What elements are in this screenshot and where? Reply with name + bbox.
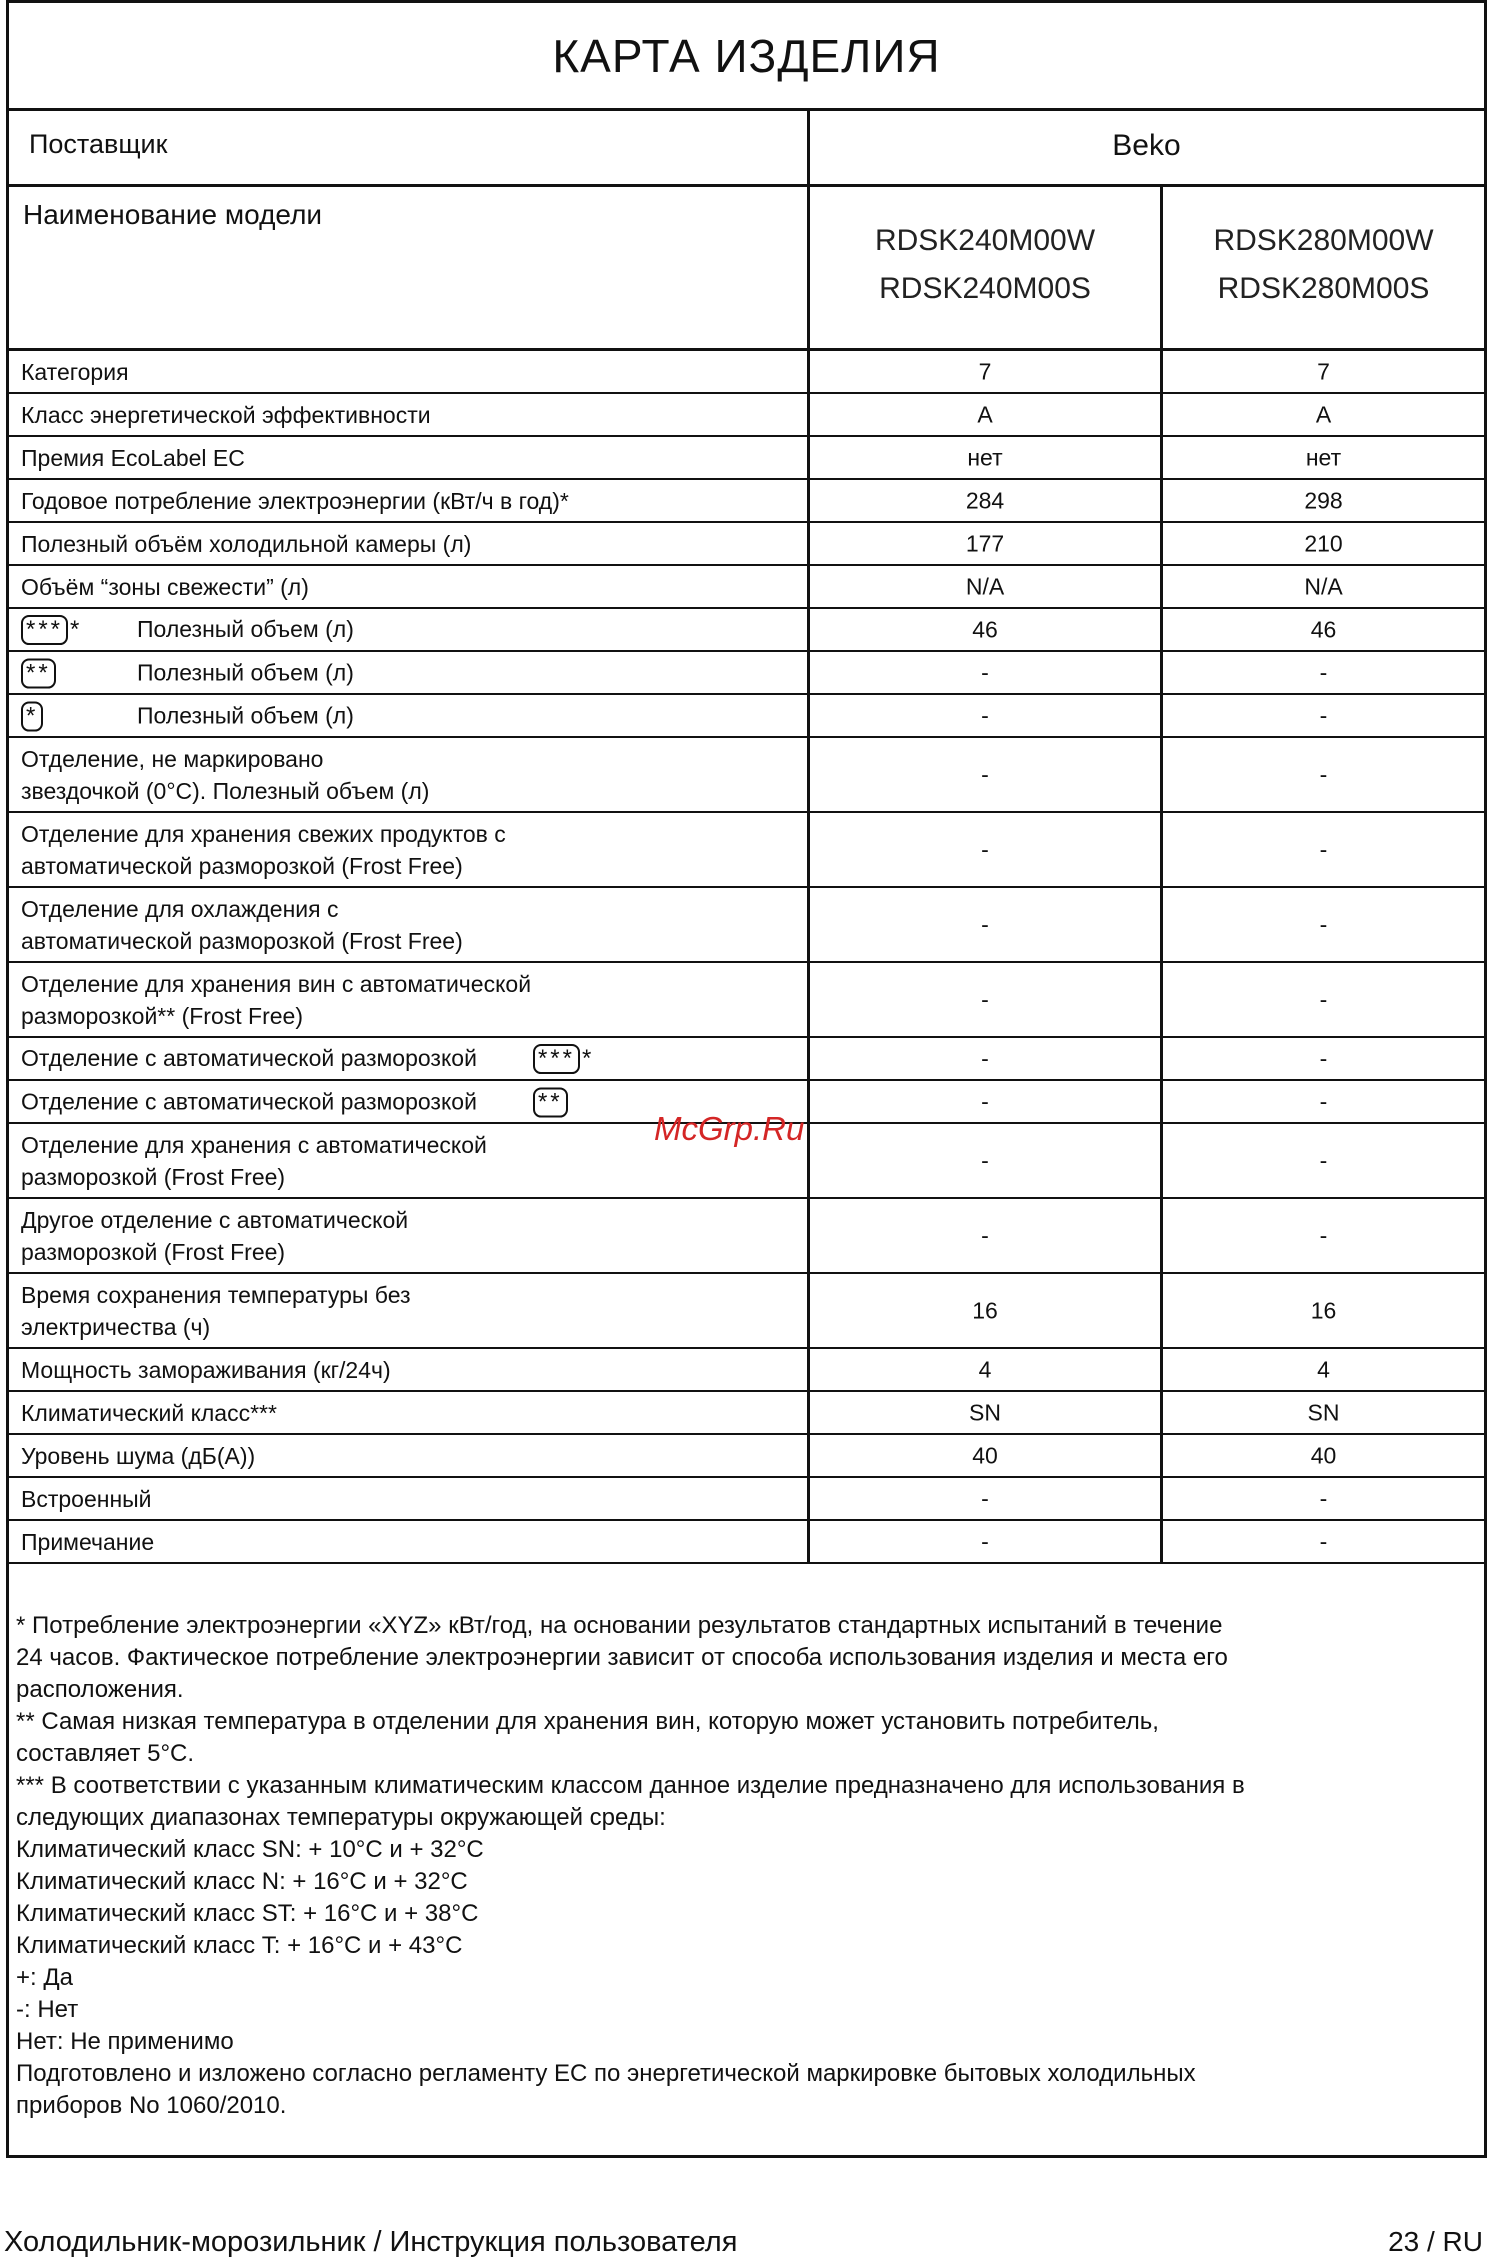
star-box-icon: *** bbox=[21, 615, 68, 645]
extra-star-icon: * bbox=[70, 616, 80, 644]
model-label: Наименование модели bbox=[23, 199, 323, 230]
model-name: RDSK280M00W bbox=[1213, 224, 1434, 257]
value-model-2: 16 bbox=[1310, 1297, 1337, 1323]
model-name: RDSK240M00W bbox=[874, 224, 1096, 257]
footnotes: * Потребление электроэнергии «XYZ» кВт/год, на основании результатов стандартных испытаний в течение 24 часов. Фактическое потребление электроэнергии зависит от способа использования изделия и места его расположения. ** Самая низкая температура в отделении для хранения вин, которую может установить потребитель, составляет 5°C. *** В соответствии с указанным климатическим классом данное изделие предназначено для использования в следующих диапазонах температуры окружающей среды: Климатический класс SN: + 10°C и + 32°C Климатический класс N: + 16°C и + 32°C Климатический класс ST: + 16°C и + 38°C Климатический класс T: + 16°C и + 43°C +: Да -: Нет Нет: Не применимо Подготовлено и изложено согласно регламенту ЕС по энергетической маркировке бытовых холодильных приборов No 1060/2010. bbox=[16, 1612, 1245, 2119]
model-name: RDSK240M00S bbox=[879, 272, 1091, 305]
row-label: Премия EcoLabel EC bbox=[21, 444, 245, 471]
value-model-1: 16 bbox=[972, 1297, 998, 1323]
value-model-2: N/A bbox=[1304, 573, 1343, 599]
value-model-1: - bbox=[981, 659, 989, 685]
value-model-2: 40 bbox=[1310, 1442, 1337, 1468]
value-model-1: 40 bbox=[972, 1442, 998, 1468]
row-label: Уровень шума (дБ(A)) bbox=[21, 1442, 256, 1469]
row-label-text: Отделение с автоматической разморозкой bbox=[21, 1044, 477, 1071]
table-row bbox=[9, 813, 1484, 888]
value-model-2: - bbox=[1319, 1088, 1328, 1114]
extra-star-icon: * bbox=[581, 1045, 592, 1073]
value-model-2: - bbox=[1319, 1528, 1328, 1554]
supplier-row bbox=[9, 111, 1484, 187]
freezer-star-rating-icon bbox=[533, 1088, 568, 1118]
page-number: 23 / RU bbox=[1388, 2226, 1483, 2257]
row-label: Отделение для охлаждения с автоматической разморозкой (Frost Free) bbox=[21, 895, 463, 954]
row-label: Годовое потребление электроэнергии (кВт/ч в год)* bbox=[21, 487, 569, 514]
row-label-text: Полезный объем (л) bbox=[137, 615, 354, 642]
value-model-1: - bbox=[981, 702, 989, 728]
table-row bbox=[9, 1435, 1484, 1478]
value-model-2: - bbox=[1319, 659, 1328, 685]
star-box-icon: *** bbox=[533, 1044, 580, 1074]
table-row bbox=[9, 1038, 1484, 1081]
table-row bbox=[9, 1349, 1484, 1392]
value-model-1: 46 bbox=[972, 616, 998, 642]
value-model-1: - bbox=[981, 1088, 989, 1114]
row-label bbox=[21, 656, 784, 689]
value-model-1: - bbox=[981, 1045, 989, 1071]
row-label: Отделение, не маркировано звездочкой (0°C). Полезный объем (л) bbox=[21, 745, 430, 804]
model-row bbox=[9, 187, 1484, 351]
value-model-2: - bbox=[1319, 986, 1328, 1012]
model-column-2 bbox=[1163, 217, 1484, 313]
table-row bbox=[9, 1199, 1484, 1274]
value-model-1: - bbox=[981, 1147, 989, 1173]
value-model-2: - bbox=[1319, 911, 1328, 937]
value-model-2: нет bbox=[1305, 444, 1342, 470]
table-row bbox=[9, 1392, 1484, 1435]
table-row bbox=[9, 437, 1484, 480]
watermark: McGrp.Ru bbox=[654, 1110, 805, 1147]
row-label: Объём “зоны свежести” (л) bbox=[21, 573, 309, 600]
value-model-1: A bbox=[977, 401, 993, 427]
row-label: Отделение для хранения свежих продуктов с автоматической разморозкой (Frost Free) bbox=[21, 820, 506, 879]
row-label bbox=[21, 699, 784, 732]
model-column-1 bbox=[810, 217, 1160, 313]
table-row bbox=[9, 609, 1484, 652]
value-model-1: - bbox=[981, 1485, 989, 1511]
value-model-1: - bbox=[981, 1222, 989, 1248]
table-row bbox=[9, 523, 1484, 566]
row-label bbox=[21, 1042, 784, 1076]
row-label: Встроенный bbox=[21, 1485, 152, 1512]
value-model-1: 7 bbox=[978, 358, 992, 384]
row-label-text: Полезный объем (л) bbox=[137, 659, 354, 686]
value-model-1: N/A bbox=[965, 573, 1005, 599]
table-row bbox=[9, 351, 1484, 394]
star-box-icon: ** bbox=[21, 659, 56, 689]
star-box-icon: ** bbox=[533, 1088, 568, 1118]
table-row bbox=[9, 695, 1484, 738]
freezer-star-rating-icon bbox=[21, 702, 43, 732]
table-row bbox=[9, 652, 1484, 695]
value-model-2: - bbox=[1319, 702, 1328, 728]
row-label: Отделение для хранения с автоматической разморозкой (Frost Free) bbox=[21, 1131, 487, 1190]
page-title: КАРТА ИЗДЕЛИЯ bbox=[9, 3, 1484, 111]
value-model-1: - bbox=[981, 761, 989, 787]
value-model-1: - bbox=[981, 836, 989, 862]
table-row bbox=[9, 566, 1484, 609]
table-row bbox=[9, 888, 1484, 963]
value-model-2: 210 bbox=[1304, 530, 1343, 556]
value-model-2: SN bbox=[1307, 1399, 1340, 1425]
table-row bbox=[9, 963, 1484, 1038]
table-row bbox=[9, 738, 1484, 813]
value-model-2: A bbox=[1315, 401, 1332, 427]
value-model-2: - bbox=[1319, 1147, 1328, 1173]
row-label: Полезный объём холодильной камеры (л) bbox=[21, 530, 472, 557]
row-label: Класс энергетической эффективности bbox=[21, 401, 431, 428]
value-model-2: 46 bbox=[1310, 616, 1337, 642]
table-row bbox=[9, 394, 1484, 437]
table-row bbox=[9, 480, 1484, 523]
row-label: Климатический класс*** bbox=[21, 1399, 277, 1426]
value-model-2: 4 bbox=[1317, 1356, 1330, 1382]
value-model-1: нет bbox=[967, 444, 1003, 470]
value-model-1: SN bbox=[969, 1399, 1001, 1425]
value-model-1: 4 bbox=[978, 1356, 992, 1382]
value-model-2: - bbox=[1319, 1222, 1328, 1248]
freezer-star-rating-icon bbox=[21, 659, 56, 689]
freezer-star-rating-icon bbox=[21, 614, 79, 646]
model-name: RDSK280M00S bbox=[1217, 272, 1430, 305]
row-label: Время сохранения температуры без электричества (ч) bbox=[21, 1281, 411, 1340]
value-model-2: - bbox=[1319, 1485, 1328, 1511]
value-model-2: - bbox=[1319, 761, 1328, 787]
value-model-1: - bbox=[981, 986, 989, 1012]
value-model-1: 177 bbox=[965, 530, 1005, 556]
supplier-label: Поставщик bbox=[29, 129, 168, 159]
row-label bbox=[21, 613, 784, 647]
row-label-text: Отделение с автоматической разморозкой bbox=[21, 1088, 477, 1115]
row-label: Отделение для хранения вин с автоматической разморозкой** (Frost Free) bbox=[21, 970, 532, 1029]
supplier-value: Beko bbox=[1112, 129, 1181, 162]
row-label: Категория bbox=[21, 358, 129, 385]
table-row bbox=[9, 1521, 1484, 1564]
row-label: Другое отделение с автоматической разморозкой (Frost Free) bbox=[21, 1206, 409, 1265]
star-box-icon: * bbox=[21, 702, 43, 732]
row-label: Мощность замораживания (кг/24ч) bbox=[21, 1356, 391, 1383]
value-model-1: - bbox=[981, 1528, 989, 1554]
value-model-2: 298 bbox=[1304, 487, 1343, 513]
footer-title: Холодильник-морозильник / Инструкция пользователя bbox=[4, 2226, 738, 2258]
value-model-2: 7 bbox=[1317, 358, 1330, 384]
value-model-2: - bbox=[1319, 1045, 1328, 1071]
spec-rows bbox=[9, 351, 1484, 1564]
table-row bbox=[9, 1478, 1484, 1521]
value-model-1: 284 bbox=[965, 487, 1005, 513]
value-model-2: - bbox=[1319, 836, 1328, 862]
freezer-star-rating-icon bbox=[533, 1043, 591, 1075]
row-label: Примечание bbox=[21, 1528, 155, 1555]
row-label-text: Полезный объем (л) bbox=[137, 702, 354, 729]
table-row bbox=[9, 1274, 1484, 1349]
value-model-1: - bbox=[981, 911, 989, 937]
